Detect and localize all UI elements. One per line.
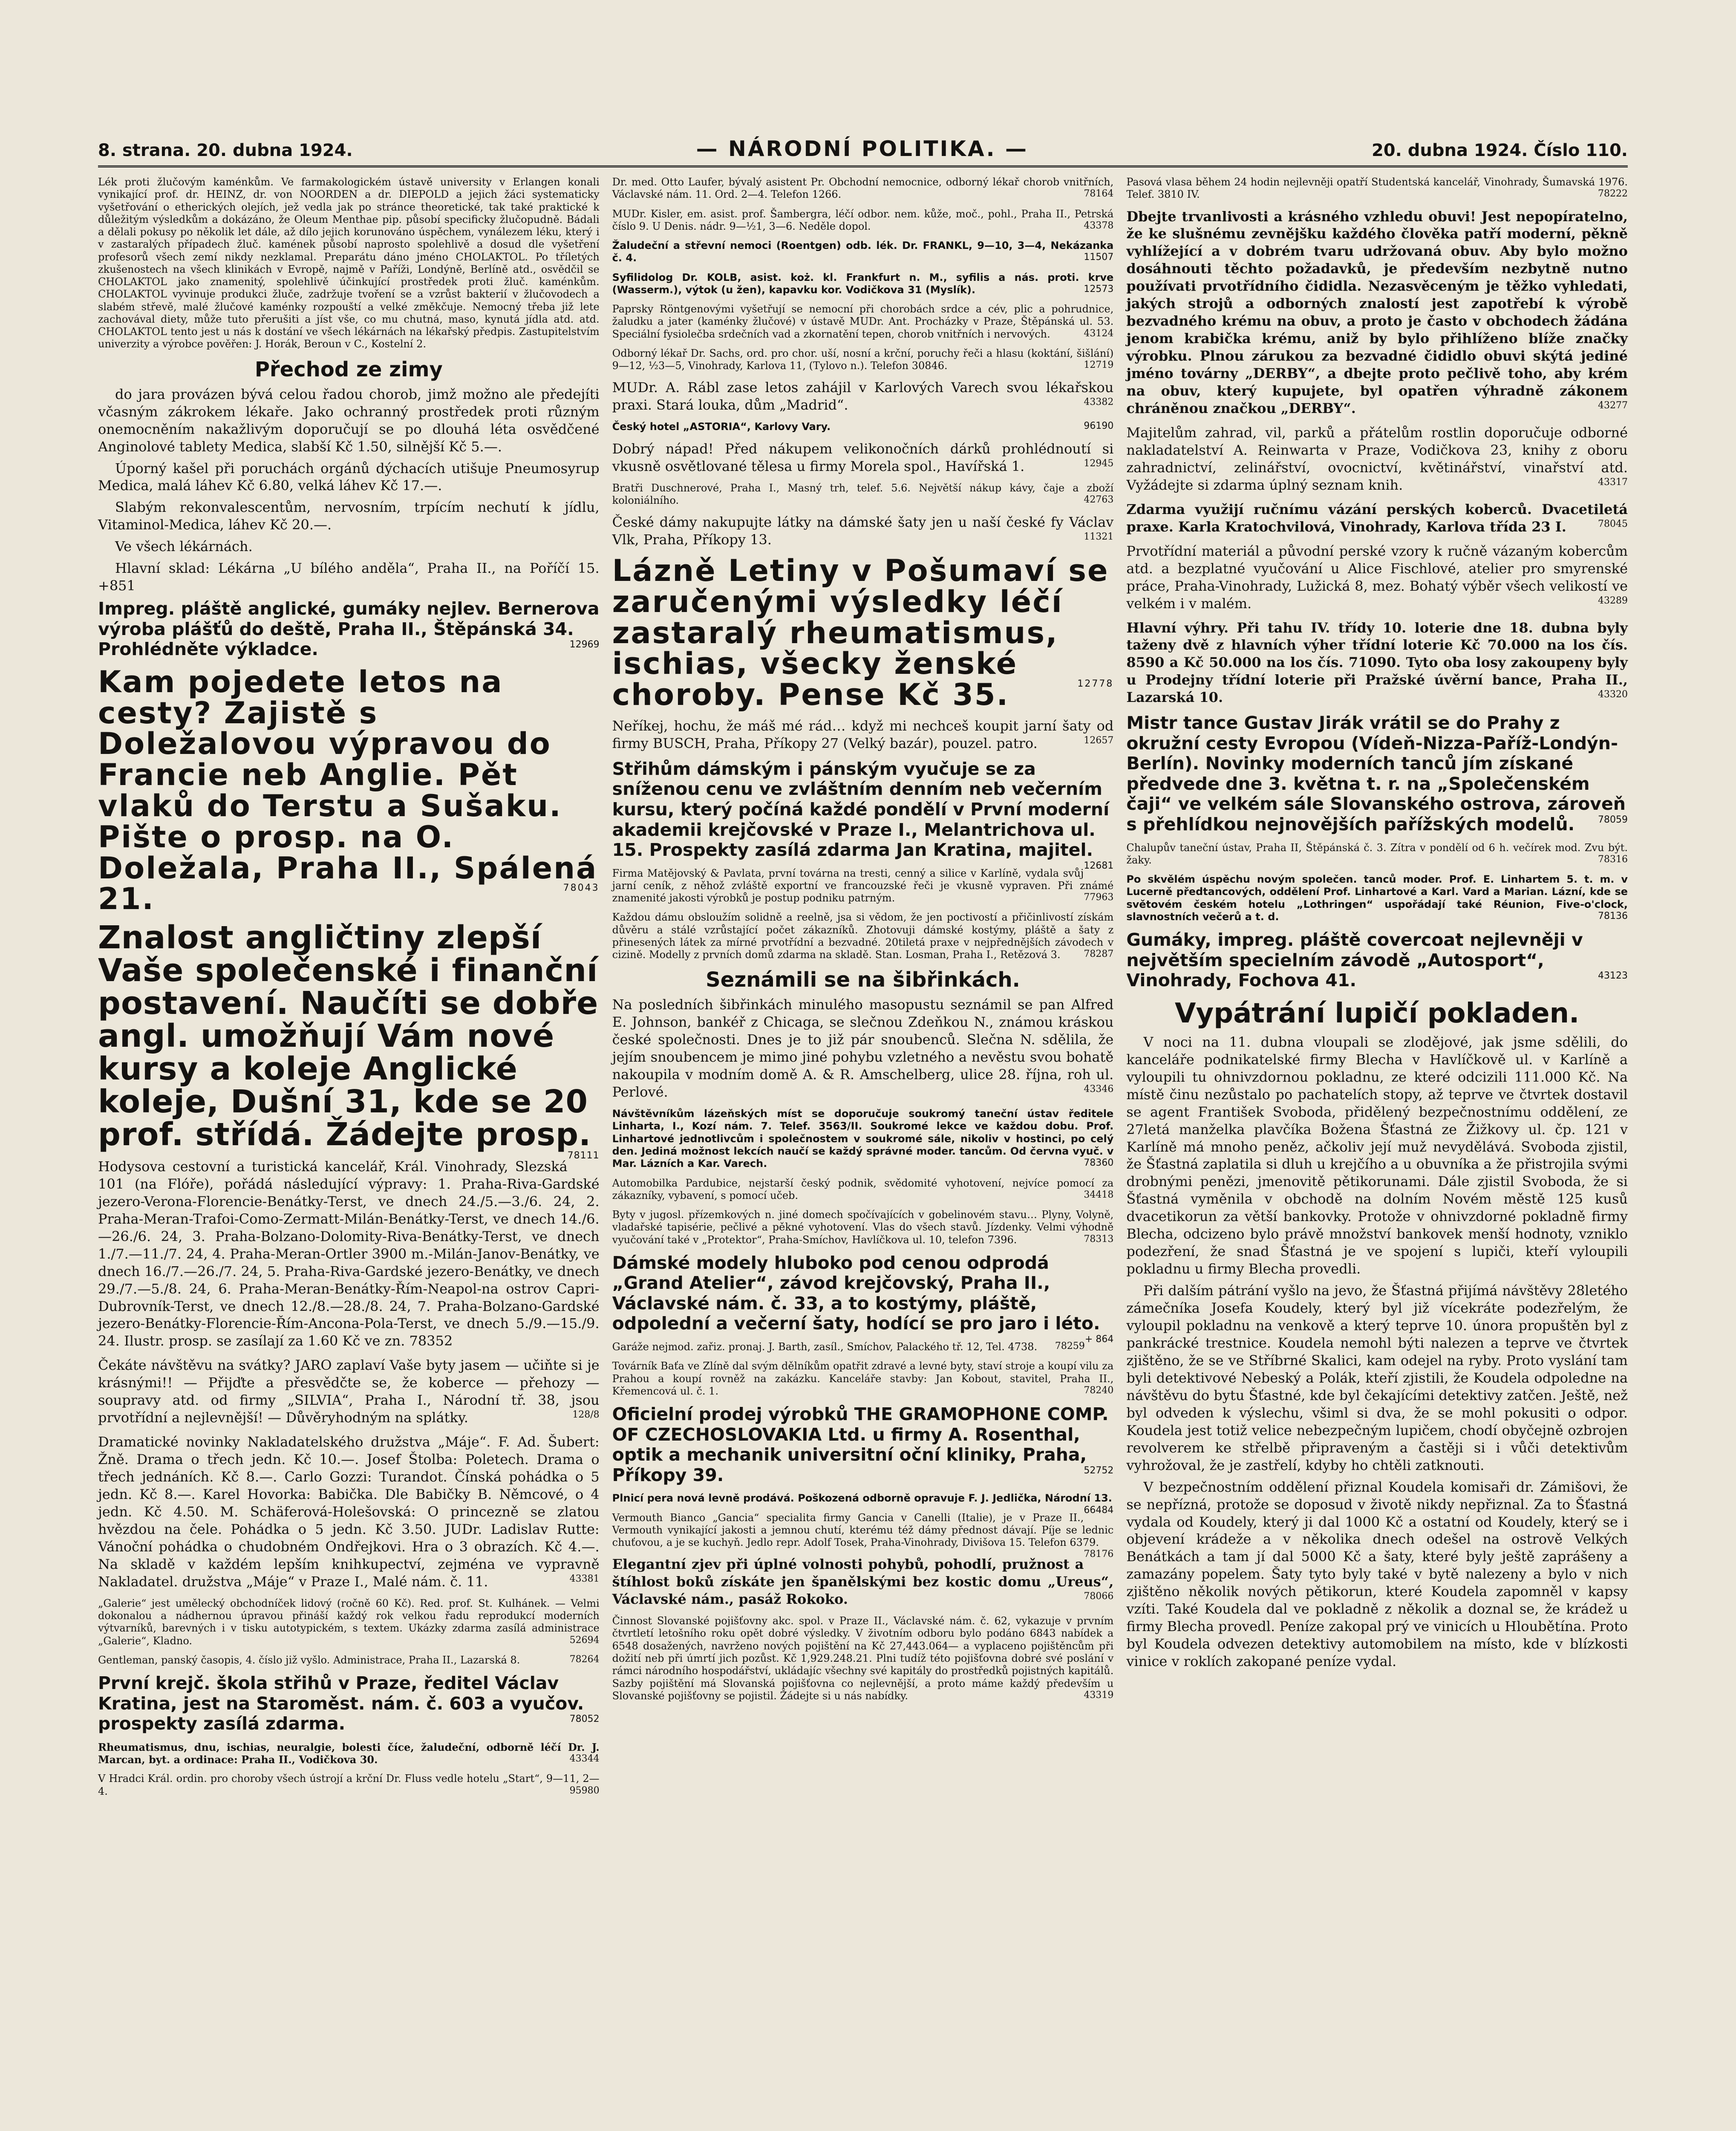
ad-text: Syfilidolog Dr. KOLB, asist. koż. kl. Frankfurt n. M., syfilis a nás. proti. krve (Wasserm.), výtok (u žen), kapavku kor. Vodičkova 31 (Myslík).: [612, 271, 1114, 296]
ad-code: 12719: [1084, 360, 1114, 371]
ad-code: 43346: [1084, 1084, 1114, 1095]
ad-paprsky: [612, 303, 1114, 341]
ad-kolb: [612, 271, 1114, 297]
ad-code: 43289: [1598, 595, 1628, 606]
ad-code: 128/8: [572, 1409, 600, 1421]
ad-text: Rheumatismus, dnu, ischias, neuralgie, bolesti číce, žaludeční, odborně léčí Dr. J. Marcan, byt. a ordinace: Praha II., Vodičkova 30.: [98, 1741, 600, 1766]
ad-letiny: [612, 553, 1114, 713]
ad-text: „Galerie“ jest umělecký obchodníček lidový (ročně 60 Kč). Red. prof. St. Kulhánek. — Velmi dokonalou a nádhernou úpravou přináší každý rok velkou řadu reprodukcí moderních výtvarníků, barevných i v tisku autotypickém, s textem. Ukázky zdarma zasílá administrace „Galerie“, Kladno.: [98, 1597, 600, 1647]
ad-text: Dbejte trvanlivosti a krásného vzhledu obuvi! Jest nepopíratelno, že ke slušnému zevnějšku každého člověka patří moderní, pěkně vyhlížející a v dobrém tvaru udržovaná obuv. Aby bylo možno dosáhnouti těchto požadavků, je především nezbytně nutno používati prvotřídního čididla. Nezasvěceným je těžko vyhledati, jakých strojů a odborných znalostí jest zapotřebí k výrobě bezvadného krému na obuv, a proto je často v obchodech žádána jenom krabička krému, aniž by bylo přihlíženo blíže značky výrobku. Plnou zárukou za bezvadné čididlo obuvi skýtá jediné jméno továrny „DERBY“, a dbejte proto pečlivě toho, aby krém na obuv, který kupujete, byl opatřen výhradně zákonem chráněnou značkou „DERBY“.: [1126, 208, 1628, 417]
ad-rabl: [612, 379, 1114, 414]
ad-text: Impreg. pláště anglické, gumáky nejlev. Bernerova výroba plášťů do deště, Praha II., Štěpánská 34. Prohlédněte výkladce.: [98, 598, 600, 660]
paragraph: Ve všech lékárnách.: [115, 538, 253, 555]
ad-pasova: [1126, 176, 1628, 201]
ad-code: 78164: [1084, 188, 1114, 199]
ad-text: Garáže nejmod. zařiz. pronaj. J. Barth, zasíl., Smíchov, Palackého tř. 12, Tel. 4738.: [612, 1341, 1038, 1353]
ad-text: Gumáky, impreg. pláště covercoat nejlevněji v největším specielním závodě „Autosport“, Vinohrady, Fochova 41.: [1126, 930, 1583, 991]
ad-garaze: [612, 1341, 1114, 1353]
ad-code: 78287: [1084, 949, 1114, 960]
ad-silvia: [98, 1357, 600, 1426]
ad-code: 42763: [1084, 494, 1114, 505]
ad-text: Bratři Duschnerové, Praha I., Masný trh, telef. 5.6. Největší nákup kávy, čaje a zboží koloniálního.: [612, 482, 1114, 506]
ad-chalupa: [1126, 842, 1628, 867]
ad-text: Oficielní prodej výrobků THE GRAMOPHONE COMP. OF CZECHOSLOVAKIA Ltd. u firmy A. Rosenthal, optik a mechanik universitní oční kliniky, Praha, Příkopy 39.: [612, 1404, 1109, 1485]
ad-text: Gentleman, panský časopis, 4. číslo již vyšlo. Administrace, Praha II., Lazarská 8.: [98, 1654, 520, 1666]
ad-text: Automobilka Pardubice, nejstarší český podnik, svědomité vyhotovení, nejvíce pomocí za zákazníky, vybavení, s pomocí učeb.: [612, 1177, 1114, 1201]
ad-code: 78059: [1598, 814, 1628, 825]
ad-text: Zdarma využijí ručnímu vázání perských koberců. Dvacetiletá praxe. Karla Kratochvilová, Vinohrady, Karlova třída 23 I.: [1126, 501, 1628, 535]
ad-text: Žaludeční a střevní nemoci (Roentgen) odb. lék. Dr. FRANKL, 9—10, 3—4, Nekázanka č. 4.: [612, 240, 1114, 264]
ad-hodysova: Hodysova cestovní a turistická kancelář, Král. Vinohrady, Slezská 101 (na Flóře), pořádá následující výpravy: 1. Praha-Riva-Gardské jezero-Verona-Florencie-Benátky-Terst, ve dnech 24./5.—3./6. 24, 2. Praha-Meran-Trafoi-Como-Zermatt-Milán-Benátky-Terst, ve dnech 14./6.—26./6. 24, 3. Praha-Bolzano-Dolomity-Riva-Benátky-Terst, ve dnech 1./7.—11./7. 24, 4. Praha-Meran-Ortler 3900 m.-Milán-Janov-Benátky, ve dnech 16./7.—26./7. 24, 5. Praha-Riva-Gardské jezero-Benátky, ve dnech 29./7.—5./8. 24, 6. Praha-Meran-Benátky-Řím-Neapol-na ostrov Capri-Dubrovník-Terst, ve dnech 12./8.—28./8. 24, 7. Praha-Bolzano-Gardské jezero-Benátky-Florencie-Řím-Ancona-Pola-Terst, ve dnech 5./9.—15./9. 24. Ilustr. prosp. se zasílají za 1.60 Kč ve zn. 78352: [98, 1158, 600, 1349]
ad-code: 78176: [1084, 1549, 1114, 1560]
ad-text: Chalupův taneční ústav, Praha II, Štěpánská č. 3. Zítra v pondělí od 6 h. večírek mod. Zvu být. žaky.: [1126, 841, 1628, 866]
ad-text: Majitelům zahrad, vil, parků a přátelům rostlin doporučuje odborné nakladatelství A. Reinwarta v Praze, Vodičkova 23, knihy z oboru zahradnictví, zelinářství, ovocnictví, květinářství, vinařství atd. Vyžádejte si zdarma úplný seznam knih.: [1126, 424, 1628, 493]
ad-code: 78264: [569, 1654, 600, 1665]
ad-impreg: [98, 599, 600, 660]
ad-text: Neříkej, hochu, že máš mé rád… když mi nechceš koupit jarní šaty od firmy BUSCH, Praha, Příkopy 27 (Velký bazár), pouzel. patro.: [612, 717, 1114, 751]
ad-text: Plnicí pera nová levně prodává. Poškozená odborně opravuje F. J. Jedlička, Národní 13.: [612, 1492, 1112, 1504]
ad-code: 77963: [1084, 892, 1114, 903]
ad-text: Střihům dámským i pánským vyučuje se za sníženou cenu ve zvláštním denním neb večerním kursu, který počíná každé pondělí v První moderní akademii krejčovské v Praze I., Melantrichova ul. 15. Prospekty zasílá zdarma Jan Kratina, majitel.: [612, 758, 1110, 860]
ad-kisler: [612, 208, 1114, 233]
ad-text: České dámy nakupujte látky na dámské šaty jen u naší české fy Václav Vlk, Praha, Příkopy 13.: [612, 514, 1114, 548]
ad-code: 78052: [569, 1714, 600, 1725]
ad-code: 78222: [1598, 188, 1628, 199]
ad-text: Pasová vlasa během 24 hodin nejlevněji opatří Studentská kancelář, Vinohrady, Šumavská 1976. Telef. 3810 IV.: [1126, 176, 1628, 201]
ad-bata: [612, 1360, 1114, 1398]
ad-code: 78066: [1084, 1591, 1114, 1602]
ad-text: Prvotřídní materiál a původní perské vzory k ručně vázaným kobercům atd. a bezplatné vyučování u Alice Fischlové, atelier pro smyrenské práce, Praha-Vinohrady, Lužická 8, mez. Bohatý výběr všech velikostí ve velkém i v malém.: [1126, 543, 1628, 612]
ad-text: Návštěvníkům lázeňských míst se doporučuje soukromý taneční ústav ředitele Linharta, I., Kozí nám. 7. Telef. 3563/II. Soukromé lekce ve každou dobu. Prof. Linhartové jednotlivcům i společnostem v soukromé sále, nikoliv v hostinci, po celý den. Jediná možnost lekcích naučí se každý správné moder. tancům. Od června vyuč. v Mar. Lázních a Kar. Varech.: [612, 1108, 1114, 1170]
masthead: [98, 136, 1628, 167]
article-prechod: [98, 386, 600, 595]
ad-code: 78111: [567, 1150, 600, 1161]
ad-galerie: [98, 1597, 600, 1647]
newspaper-page: [98, 136, 1628, 2131]
ad-text: Každou dámu obsloužím solidně a reelně, jsa si vědom, že jen poctivostí a přičinlivostí získám důvěru a stálé vzrůstající počet zákazníků. Zhotovuji dámské kostýmy, pláště a šaty z přinesených látek za mírné prvotřídní a bezvadné. 20tiletá praxe v nejpřednějších závodech v cizině. Modelly z prvních domů zdarma na skladě. Stan. Losman, Praha I., Retězová 3.: [612, 911, 1114, 961]
ad-code: 12945: [1084, 458, 1114, 469]
paragraph: V bezpečnostním oddělení přiznal Koudela komisaři dr. Zámišovi, že se nepřízná, protože se doposud v životě nikdy nepřiznal. Za to Šťastná vydala od Koudely, který ji dal 1000 Kč a ostatní od Koudely, který se i objevení krádeže a v několika dnech odešel na ostrově Velkých Benátkách a tam jí dal 5000 Kč a šaty, které byly ještě zaprášeny a zamazány popelem. Šaty tyto byly také v bytě nalezeny a bylo v nich zjištěno několik nových pětikorun, které Koudela zapomněl v kapsy vzíti. Také Koudela dal ve pokladně z několik a doznal se, že krádež u firmy Blecha provedl. Peníze zakopal prý ve vinicích u Hloubětína. Proto byl Koudela odvezen detektivy automobilem na místo, kde v blízkosti vinice v roklích zakopané peníze vydal.: [1126, 1478, 1628, 1670]
ad-text: Český hotel „ASTORIA“, Karlovy Vary.: [612, 421, 831, 433]
ad-maje: [98, 1433, 600, 1591]
ad-code: 43344: [569, 1753, 600, 1764]
paragraph: Slabým rekonvalescentům, nervosním, trpícím nechutí k jídlu, Vitaminol-Medica, láhev Kč 20.—.: [98, 499, 600, 533]
ad-code: 43317: [1598, 476, 1628, 488]
ad-linhart: [612, 1108, 1114, 1170]
ad-gentleman: [98, 1654, 600, 1666]
ad-code: 43382: [1084, 397, 1114, 408]
ad-code: 96190: [1084, 421, 1114, 432]
ad-code: 11507: [1084, 252, 1114, 263]
ad-text: První krejč. škola střihů v Praze, ředitel Václav Kratina, jest na Staroměst. nám. č. 603 a vyučov. prospekty zasílá zdarma.: [98, 1673, 584, 1734]
ad-code: 12657: [1084, 735, 1114, 746]
ad-code: 12969: [569, 639, 600, 650]
page-date-right: 20. dubna 1924. Číslo 110.: [1371, 141, 1628, 160]
ad-linhart-tance: [1126, 873, 1628, 923]
ad-matejovsky: [612, 867, 1114, 905]
ad-text: Firma Matějovský & Pavlata, první továrna na tresti, cenný a silice v Karlíně, vydala svůj jarní ceník, z něhož zvláště exportní ve francouzské řeči je vkusně vypraven. Při známé znamenité jakosti výrobků je postup podniku patrným.: [612, 867, 1114, 904]
ad-text: MUDr. A. Rábl zase letos zahájil v Karlových Varech svou lékařskou praxi. Stará louka, dům „Madrid“.: [612, 379, 1114, 413]
ad-cholaktol: Lék proti žlučovým kaménkům. Ve farmakologickém ústavě university v Erlangen konali vynikající prof. dr. HEINZ, dr. von NOORDEN a dr. DIEPOLD a jejich žáci systematicky vyšetřování o etherických olejích, jež vedla jak po stránce theoretické, tak také praktické k důležitým výsledkům a dokázáno, že Oleum Menthae pip. působí specificky žlučopudně. Bádali a dělali pokusy po několik let dále, až dílo jejich korunováno úspěchem, vynálezem léku, který i v zastaralých případech žluč. kamének působí naprosto spolehlivě a dosud dle vyšetření profesorů všech zemí nikdy nezklamal. Preparátu dáno jméno CHOLAKTOL. Po tříletých zkušenostech na všech klinikách v Evropě, najmě v Paříži, Londýně, Berlíně atd., osvědčil se CHOLAKTOL jako znamenitý, spolehlivě účinkující prostředek proti žluč. kaménkům. CHOLAKTOL vyvinuje produkci žluče, zadržuje tvoření se a vzrůst bakterií v žlučovodech a slabém střevě, malé žlučové kaménky rozpouští a velké změkčuje. Nemocný třeba již lete zachovával diety, může tuto přerušiti a jíst vše, co mu chutná, maso, kynutá jídla atd. atd. CHOLAKTOL tento jest u nás k dostání ve všech lékárnách na lékařský předpis. Zastupitelstvím univerzity a výrobce pověřen: J. Horák, Beroun v C., Kostelní 2.: [98, 176, 600, 350]
ad-derby: [1126, 208, 1628, 417]
article-vypatrani: [1126, 1034, 1628, 1670]
ad-fischlova: [1126, 543, 1628, 612]
ad-text: Na posledních šibřinkách minulého masopustu seznámil se pan Alfred E. Johnson, bankéř z Chicaga, se slečnou Zdeňkou N., známou kráskou české společnosti. Dnes je to již pár snoubenců. Slečna N. sdělila, že jejím snoubencem je mimo jiné pohybu vzletného a nevěstu svou bohatě nakoupila v modním domě A. & R. Amschelberg, ulice 28. října, roh ul. Perlové.: [612, 996, 1114, 1100]
ad-losman: [612, 911, 1114, 961]
ad-loterie: [1126, 619, 1628, 707]
ad-code: 43378: [1084, 220, 1114, 231]
ad-text: Hlavní výhry. Při tahu IV. třídy 10. loterie dne 18. dubna byly taženy dvě z hlavních výher třídní loterie Kč 70.000 na los čís. 8590 a Kč 50.000 na los čís. 71090. Tyto oba losy zakoupeny byly u Prodejny třídní loterie při Pražské úvěrní bance, Praha II., Lazarská 10.: [1126, 619, 1628, 706]
ad-frankl: [612, 240, 1114, 265]
column-middle: [612, 176, 1114, 1805]
ad-code: 43319: [1084, 1689, 1114, 1701]
article-sibrinky: [612, 996, 1114, 1101]
ad-kratina-strihy: [612, 758, 1114, 871]
ad-text: Mistr tance Gustav Jirák vrátil se do Prahy z okružní cesty Evropou (Vídeň-Nizza-Paříž-Londýn-Berlín). Novinky moderních tanců jím získané předvede dne 3. května t. r. na „Společenském čaji“ ve velkém sále Slovanského ostrova, zároveň s přehlídkou nejnovějších pařížských modelů.: [1126, 713, 1626, 834]
ad-jirak: [1126, 713, 1628, 834]
article-heading-vypatrani: Vypátrání lupičí pokladen.: [1175, 997, 1580, 1029]
ad-autosport: [1126, 930, 1628, 991]
paragraph: V noci na 11. dubna vloupali se zlodějové, jak jsme sdělili, do kanceláře podnikatelské firmy Blecha v Havlíčkově ul. v Karlíně a vyloupili tu ohnivzdornou pokladnu, ze které odcizili 111.000 Kč. Na místě činu nezůstalo po pachatelích stopy, až teprve ve čtvrtek dostavil se agent František Svoboda, přidělený bezpečnostnímu oddělení, ze 27letá manželka plavčíka Božena Šťastná ze Žižkovy ul. čp. 121 v Karlíně má mnoho peněz, ačkoliv její muž nevydělává. Svoboda zjistil, že Šťastná zaplatila si dluh u krejčího a u obuvníka a že přistrojila svými drobnými penězi, jmenovitě pětikorunami. Dále zjistil Svoboda, že si Šťastná vyměnila v obchodě na dolním Novém městě 125 kusů dvacetikorun za větší bankovky. Protože v ohnivzdorné pokladně firmy Blecha, odcizeno bylo právě množství bankovek menší hodnoty, vzniklo podezření, že snad Šťastná je ve spojení s lupiči, kteří vyloupili pokladnu u firmy Blecha provedli.: [1126, 1034, 1628, 1277]
paragraph: Při dalším pátrání vyšlo na jevo, že Šťastná přijímá návštěvy 28letého zámečníka Josefa Koudely, který byl již vícekráte podezřelým, že vyloupil pokladnu na venkově a který teprve 10. února propuštěn byl z pankrácké trestnice. Koudela nemohl býti nalezen a teprve ve čtvrtek zjištěno, že se ve Stříbrné Skalici, kam odejel na ryby. Proto vyslání tam byli detektivové Nebeský a Polák, kteří zjistili, že Koudela odpoledne na návštěvu do bytu Šťastné, kde byl čekajícími detektivy zatčen. Ještě, než byl odveden k výslechu, všiml si dva, že se mohl pokusiti o odpor. Koudela jest totiž velice nebezpečným lupičem, chodí obyčejně ozbrojen revolverem ke střelbě připraveným a častěji si i vůči detektivům vyhrožoval, že je zastřelí, kdyby ho chtěli zatknouti.: [1126, 1282, 1628, 1473]
ad-text: V Hradci Král. ordin. pro choroby všech ústrojí a krční Dr. Fluss vedle hotelu „Start“, 9—11, 2—4.: [98, 1773, 600, 1797]
page-date-left: 8. strana. 20. dubna 1924.: [98, 141, 353, 160]
ad-astoria: [612, 421, 1114, 433]
ad-jedlicka: [612, 1492, 1114, 1516]
ad-code: 78316: [1598, 854, 1628, 865]
newspaper-title: — NÁRODNÍ POLITIKA. —: [696, 136, 1028, 161]
ad-reinwart: [1126, 424, 1628, 494]
ad-vlk: [612, 514, 1114, 549]
ad-text: Dramatické novinky Nakladatelského družstva „Máje“. F. Ad. Šubert: Žně. Drama o třech jedn. Kč 10.—. Josef Štolba: Poletech. Drama o třech jednáních. Kč 8.—. Carlo Gozzi: Turandot. Čínská pohádka o 5 jedn. Kč 8.—. Karel Hovorka: Babička. Dle Babičky B. Němcové, o 4 jedn. Kč 4.50. M. Schäferová-Holešovská: O princezně se zlatou hvězdou na čele. Pohádka o 5 jedn. Kč 3.50. JUDr. Ladislav Rutte: Vánoční pohádka o chudobném Ondřejkovi. Hra o 3 obrazích. Kč 4.—. Na skladě v každém lepším knihkupectví, zejména ve vypravně Nakladatel. družstva „Máje“ v Praze I., Malé nám. č. 11.: [98, 1434, 600, 1590]
ad-pardubice: [612, 1177, 1114, 1202]
ad-code: 95980: [569, 1785, 600, 1796]
ad-grand-atelier: [612, 1252, 1114, 1345]
ad-code: 52694: [569, 1634, 600, 1646]
ad-ureus: [612, 1556, 1114, 1608]
ad-busch: [612, 717, 1114, 752]
ad-text: Znalost angličtiny zlepší Vaše společenské i finanční postavení. Naučíti se dobře angl. umožňují Vám nové kursy a koleje Anglické koleje, Dušní 31, kde se 20 prof. střídá. Žádejte prosp.: [98, 919, 599, 1153]
paragraph: do jara provázen bývá celou řadou chorob, jimž možno ale předejíti včasným zákrokem lékaře. Jako ochranný prostředek proti různým onemocněním nakažlivým doporučují se po dlouhá léta osvědčené Anginolové tablety Medica, slabší Kč 1.50, silnější Kč 5.—.: [98, 386, 600, 455]
ad-morela: [612, 440, 1114, 475]
ad-text: Vermouth Bianco „Gancia“ specialita firmy Gancia v Canelli (Italie), je v Praze II., Vermouth vynikající jakosti a jemnou chutí, kterému též dámy přednost dávají. Píje se lednic chuťovou, a je se kuchyň. Jedlo repr. Adolf Tosek, Praha-Vinohrady, Divišova 15. Telefon 6379.: [612, 1511, 1114, 1549]
ad-slovanska-pojistovna: [612, 1615, 1114, 1702]
article-heading-sibrinky: Seznámili se na šibřinkách.: [706, 968, 1020, 992]
ad-anglictina: [98, 919, 600, 1161]
ad-byty: [612, 1209, 1114, 1246]
column-left: [98, 176, 600, 1805]
ad-kratochvilova: [1126, 501, 1628, 536]
ad-text: Dobrý nápad! Před nákupem velikonočních dárků prohlédnoutí si vkusně osvětlované tělesa u firmy Morela spol., Havířská 1.: [612, 440, 1114, 474]
ad-text: Továrník Baťa ve Zlíně dal svým dělníkům opatřit zdravé a levné byty, staví stroje a koupí vilu za Prahou a koupí rovněž na zakázku. Kanceláře stavby: Jan Kobout, stavitel, Praha II., Křemencová ul. č. 1.: [612, 1360, 1114, 1397]
column-right: [1126, 176, 1628, 1805]
ad-text: Odborný lékař Dr. Sachs, ord. pro chor. uší, nosní a krční, poruchy řeči a hlasu (koktání, šišlání) 9—12, ½3—5, Vinohrady, Karlova 11, (Tylovo n.). Telefon 30846.: [612, 347, 1114, 372]
ad-laufer: [612, 176, 1114, 201]
ad-text: Dr. med. Otto Laufer, bývalý asistent Pr. Obchodní nemocnice, odborný lékař chorob vnitřních, Václavské nám. 11. Ord. 2—4. Telefon 1266.: [612, 176, 1114, 201]
ad-rheuma: [98, 1741, 600, 1766]
ad-text: Elegantní zjev při úplné volnosti pohybů, pohodlí, pružnost a štíhlost boků získáte jen španělskými bez kostic domu „Ureus“, Václavské nám., pasáž Rokoko.: [612, 1556, 1114, 1608]
ad-sachs: [612, 347, 1114, 372]
ad-text: Paprsky Röntgenovými vyšetřují se nemocní při chorobách srdce a cév, plic a pohrudnice, žaludku a jater (kaménky žlučové) v ústavě MUDr. Ant. Procházky v Praze, Štěpánská ul. 53. Speciální fysiolečba srdečních vad a zkornatění tepen, chorob vnitřních i nervových.: [612, 303, 1114, 340]
ad-text: Lázně Letiny v Pošumaví se zaručenými výsledky léčí zastaralý rheumatismus, ischias, všecky ženské choroby. Pense Kč 35.: [612, 553, 1109, 713]
article-heading-prechod: Přechod ze zimy: [254, 357, 443, 381]
ad-text: Čekáte návštěvu na svátky? JARO zaplaví Vaše byty jasem — učiňte si je krásnými!! — Přijďte a přesvědčte se, že koberce — přehozy — soupravy atd. od firmy „SILVIA“, Praha I., Národní tř. 38, jsou prvotřídní a nejlevnější! — Důvěryhodným na splátky.: [98, 1357, 600, 1426]
ad-text: Dámské modely hluboko pod cenou odprodá „Grand Atelier“, závod krejčovský, Praha II., Václavské nám. č. 33, a to kostýmy, pláště, odpolední a večerní šaty, hodící se pro jaro i léto.: [612, 1252, 1100, 1334]
ad-code: 43320: [1598, 689, 1628, 700]
ad-code: 43277: [1598, 400, 1628, 411]
ad-gancia: [612, 1511, 1114, 1560]
paragraph: Úporný kašel při poruchách orgánů dýchacích utišuje Pneumosyrup Medica, malá láhev Kč 6.80, velká láhev Kč 17.—.: [98, 460, 600, 494]
ad-code: 66484: [1084, 1504, 1114, 1516]
ad-code: 43124: [1084, 328, 1114, 339]
ad-krejc: [98, 1673, 600, 1734]
ad-code: 12573: [1084, 283, 1114, 295]
ad-duschner: [612, 482, 1114, 507]
ad-hradec: [98, 1773, 600, 1798]
ad-text: Byty v jugosl. přízemkových n. jiné domech spočívajících v gobelinovém stavu… Plyny, Volyně, vladařské tapisérie, pečlivé a pěkné vyhotovení. Vlas do všech stavů. Jízdenky. Velmi výhodně vyučování také v „Protektor“, Praha-Smíchov, Havlíčkova ul. 10, telefon 7396.: [612, 1209, 1114, 1246]
ad-gramophone: [612, 1404, 1114, 1485]
ad-code: 78313: [1084, 1233, 1114, 1245]
ad-code: 78043: [563, 883, 600, 894]
ad-code: 12778: [1077, 679, 1114, 690]
ad-code: 11321: [1084, 531, 1114, 543]
paragraph: Hlavní sklad: Lékárna „U bílého anděla“, Praha II., na Poříčí 15. +851: [98, 560, 600, 594]
ad-text: MUDr. Kisler, em. asist. prof. Šambergra, léčí odbor. nem. kůže, moč., pohl., Praha II., Petrská číslo 9. U Denis. nádr. 9—½1, 3—6. Neděle dopol.: [612, 208, 1114, 232]
ad-code: 78240: [1084, 1385, 1114, 1396]
ad-code: + 864: [1084, 1334, 1114, 1345]
ad-code: 78360: [1084, 1158, 1114, 1169]
ad-text: Po skvělém úspěchu novým společen. tanců moder. Prof. E. Linhartem 5. t. m. v Lucerně předtancových, oddělení Prof. Linhartové a Karl. Vard a Marian. Lázní, kde se světovém českém hotelu „Lothringen“ uspořádají také Réunion, Five-o'clock, slavnostních večerů a t. d.: [1126, 873, 1628, 923]
ad-code: 78136: [1598, 910, 1628, 921]
ad-code: 43123: [1598, 970, 1628, 982]
ad-code: 78045: [1598, 518, 1628, 529]
ad-code: 52752: [1084, 1465, 1114, 1476]
ad-code: 12681: [1084, 860, 1114, 871]
ad-text: Kam pojedete letos na cesty? Zajistě s Doležalovou výpravou do Francie neb Anglie. Pět vlaků do Terstu a Sušaku. Pište o prosp. na O. Doležala, Praha II., Spálená 21.: [98, 664, 598, 917]
ad-code: 43381: [569, 1573, 600, 1584]
ad-code: 78259: [1055, 1341, 1085, 1352]
ad-code: 34418: [1084, 1189, 1114, 1200]
ad-dolezal: [98, 664, 600, 917]
ad-text: Činnost Slovanské pojišťovny akc. spol. v Praze II., Václavské nám. č. 62, vykazuje v prvním čtvrtletí letošního roku opět dobré výsledky. V životním odboru bylo podáno 6843 nabídek a 6548 dosažených, navrženo nových pojištění na Kč 27,443.064— a vyplaceno pojištěncům při dožití neb při úmrtí jich pozůst. Kč 1,929.248.21. Plni tudíž této pojišťovna dobré své poslání v rámci národního hospodářství, ukládajíc všechny své kapitály do prostředků pojistných kapitálů. Sazby pojištění má Slovanská pojišťovna co nejlevnější, a proto máme každý především u Slovanské pojišťovny se pojistil. Žádejte si u nás nabídky.: [612, 1615, 1114, 1702]
